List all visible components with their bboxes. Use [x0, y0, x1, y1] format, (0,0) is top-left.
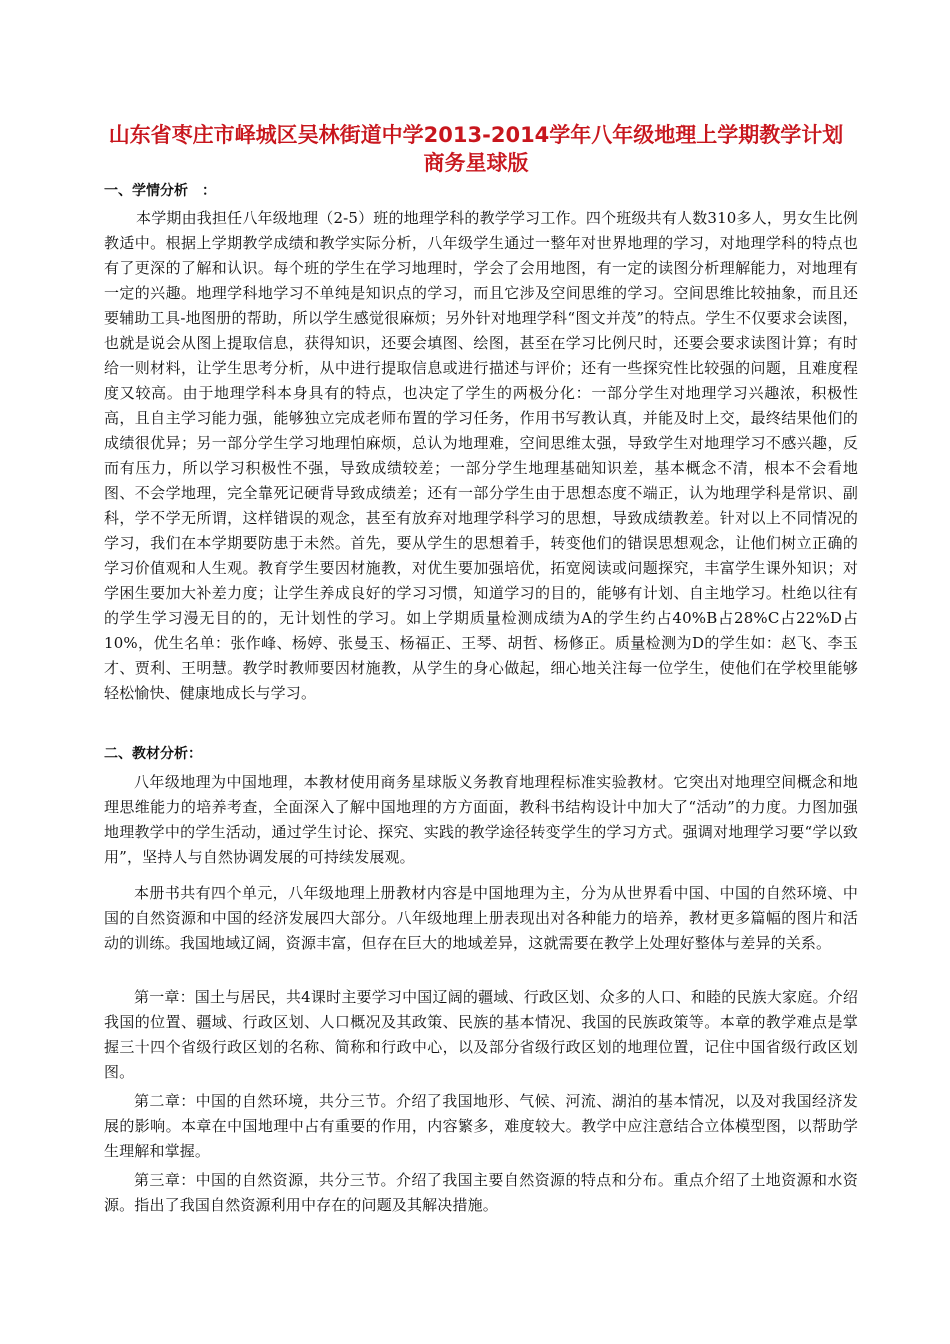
document-title-line1: 山东省枣庄市峄城区吴林街道中学2013-2014学年八年级地理上学期教学计划: [108, 123, 844, 147]
section1-heading: 一、学情分析 ：: [104, 183, 216, 199]
section2-paragraph-1: 八年级地理为中国地理，本教材使用商务星球版义务教育地理程标准实验教材。它突出对地理空间概念和地理思维能力的培养考查，全面深入了解中国地理的方方面面，教科书结构设计中加大了“活动”的力度。力图加强地理教学中的学生活动，通过学生讨论、探究、实践的教学途径转变学生的学习方式。强调对地理学习要“学以致用”，坚持人与自然协调发展的可持续发展观。: [104, 773, 858, 866]
section2-paragraph-3: 第一章：国土与居民，共4课时主要学习中国辽阔的疆域、行政区划、众多的人口、和睦的民族大家庭。介绍我国的位置、疆域、行政区划、人口概况及其政策、民族的基本情况、我国的民族政策等。本章的教学难点是掌握三十四个省级行政区划的名称、简称和行政中心，以及部分省级行政区划的地理位置，记住中国省级行政区划图。: [104, 988, 858, 1081]
section2-heading: 二、教材分析：: [104, 746, 202, 762]
section2-paragraph-5: 第三章：中国的自然资源，共分三节。介绍了我国主要自然资源的特点和分布。重点介绍了土地资源和水资源。指出了我国自然资源利用中存在的问题及其解决措施。: [104, 1171, 858, 1214]
section2-paragraph-2: 本册书共有四个单元，八年级地理上册教材内容是中国地理为主，分为从世界看中国、中国的自然环境、中国的自然资源和中国的经济发展四大部分。八年级地理上册表现出对各种能力的培养，教材更多篇幅的图片和活动的训练。我国地域辽阔，资源丰富，但存在巨大的地域差异，这就需要在教学上处理好整体与差异的关系。: [104, 884, 858, 952]
document-title-line2: 商务星球版: [423, 151, 529, 175]
section2-paragraph-4: 第二章：中国的自然环境，共分三节。介绍了我国地形、气候、河流、湖泊的基本情况，以及对我国经济发展的影响。本章在中国地理中占有重要的作用，内容繁多，难度较大。教学中应注意结合立体模型图，以帮助学生理解和掌握。: [104, 1092, 858, 1160]
section1-paragraph: 本学期由我担任八年级地理（2-5）班的地理学科的教学学习工作。四个班级共有人数310多人，男女生比例教适中。根据上学期教学成绩和教学实际分析，八年级学生通过一整年对世界地理的学习，对地理学科的特点也有了更深的了解和认识。每个班的学生在学习地理时，学会了会用地图，有一定的读图分析理解能力，对地理有一定的兴趣。地理学科地学习不单纯是知识点的学习，而且它涉及空间思维的学习。空间思维比较抽象，而且还要辅助工具-地图册的帮助，所以学生感觉很麻烦；另外针对地理学科“图文并茂”的特点。学生不仅要求会读图，也就是说会从图上提取信息，获得知识，还要会填图、绘图，甚至在学习比例尺时，还要会要求读图计算；有时给一则材料，让学生思考分析，从中进行提取信息或进行描述与评价；还有一些探究性比较强的问题，且难度程度又较高。由于地理学科本身具有的特点，也决定了学生的两极分化：一部分学生对地理学习兴趣浓，积极性高，且自主学习能力强，能够独立完成老师布置的学习任务，作用书写教认真，并能及时上交，最终结果他们的成绩很优异；另一部分学生学习地理怕麻烦，总认为地理难，空间思维太强，导致学生对地理学习不感兴趣，反而有压力，所以学习积极性不强，导致成绩较差；一部分学生地理基础知识差，基本概念不清，根本不会看地图、不会学地理，完全靠死记硬背导致成绩差；还有一部分学生由于思想态度不端正，认为地理学科是常识、副科，学不学无所谓，这样错误的观念，甚至有放弃对地理学科学习的思想，导致成绩教差。针对以上不同情况的学习，我们在本学期要防患于未然。首先，要从学生的思想着手，转变他们的错误思想观念，让他们树立正确的学习价值观和人生观。教育学生要因材施教，对优生要加强培优，拓宽阅读或问题探究，丰富学生课外知识；对学困生要加大补差力度；让学生养成良好的学习习惯，知道学习的目的，能够有计划、自主地学习。杜绝以往有的学生学习漫无目的的，无计划性的学习。如上学期质量检测成绩为A的学生约占40%B占28%C占22%D占10%，优生名单：张作峰、杨婷、张曼玉、杨福正、王琴、胡哲、杨修正。质量检测为D的学生如：赵飞、李玉才、贾利、王明慧。教学时教师要因材施教，从学生的身心做起，细心地关注每一位学生，使他们在学校里能够轻松愉快、健康地成长与学习。: [104, 209, 858, 702]
